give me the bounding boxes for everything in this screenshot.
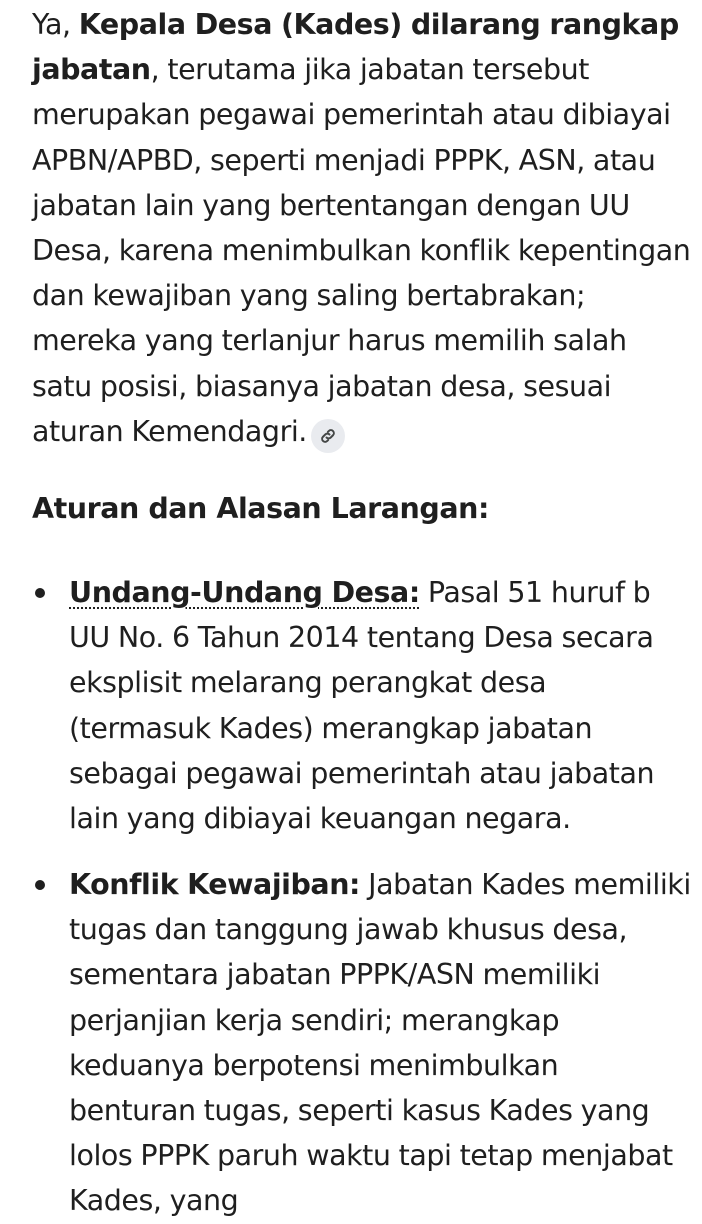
bullet-dot (35, 880, 45, 890)
bullet-list (32, 570, 692, 841)
bullet-list-2 (32, 862, 692, 1224)
bullet-text: Pasal 51 huruf b UU No. 6 Tahun 2014 tentang Desa secara eksplisit melarang perangkat desa (termasuk Kades) merangkap jabatan sebagai pegawai pemerintah atau jabatan lain yang dibiayai keuangan negara. (69, 576, 655, 836)
section-heading: Aturan dan Alasan Larangan: (32, 492, 489, 525)
bullet-undang-undang-desa (32, 570, 692, 841)
term-link-undang-undang-desa[interactable]: Undang-Undang Desa: (69, 576, 420, 609)
term-konflik-kewajiban: Konflik Kewajiban: (69, 868, 360, 901)
source-link-button[interactable] (311, 419, 345, 453)
intro-lead: Ya, (32, 8, 79, 41)
response-content (32, 0, 692, 1218)
bullet-dot (35, 588, 45, 598)
intro-paragraph (32, 0, 692, 454)
intro-bold-statement: Kepala Desa (Kades) dilarang rangkap jabatan (32, 8, 679, 87)
link-icon (319, 427, 337, 445)
intro-rest: , terutama jika jabatan tersebut merupakan pegawai pemerintah atau dibiayai APBN/APBD, seperti menjadi PPPK, ASN, atau jabatan lain yang bertentangan dengan UU Desa, karena menimbulkan konflik kepentingan dan kewajiban yang saling bertabrakan; mereka yang terlanjur harus memilih salah satu posisi, biasanya jabatan desa, sesuai aturan Kemendagri. (32, 53, 691, 448)
bullet-text: Jabatan Kades memiliki tugas dan tanggung jawab khusus desa, sementara jabatan PPPK/ASN memiliki perjanjian kerja sendiri; merangkap keduanya berpotensi menimbulkan benturan tugas, seperti kasus Kades yang lolos PPPK paruh waktu tapi tetap menjabat Kades, yang (69, 868, 691, 1218)
bullet-konflik-kewajiban (32, 862, 692, 1224)
